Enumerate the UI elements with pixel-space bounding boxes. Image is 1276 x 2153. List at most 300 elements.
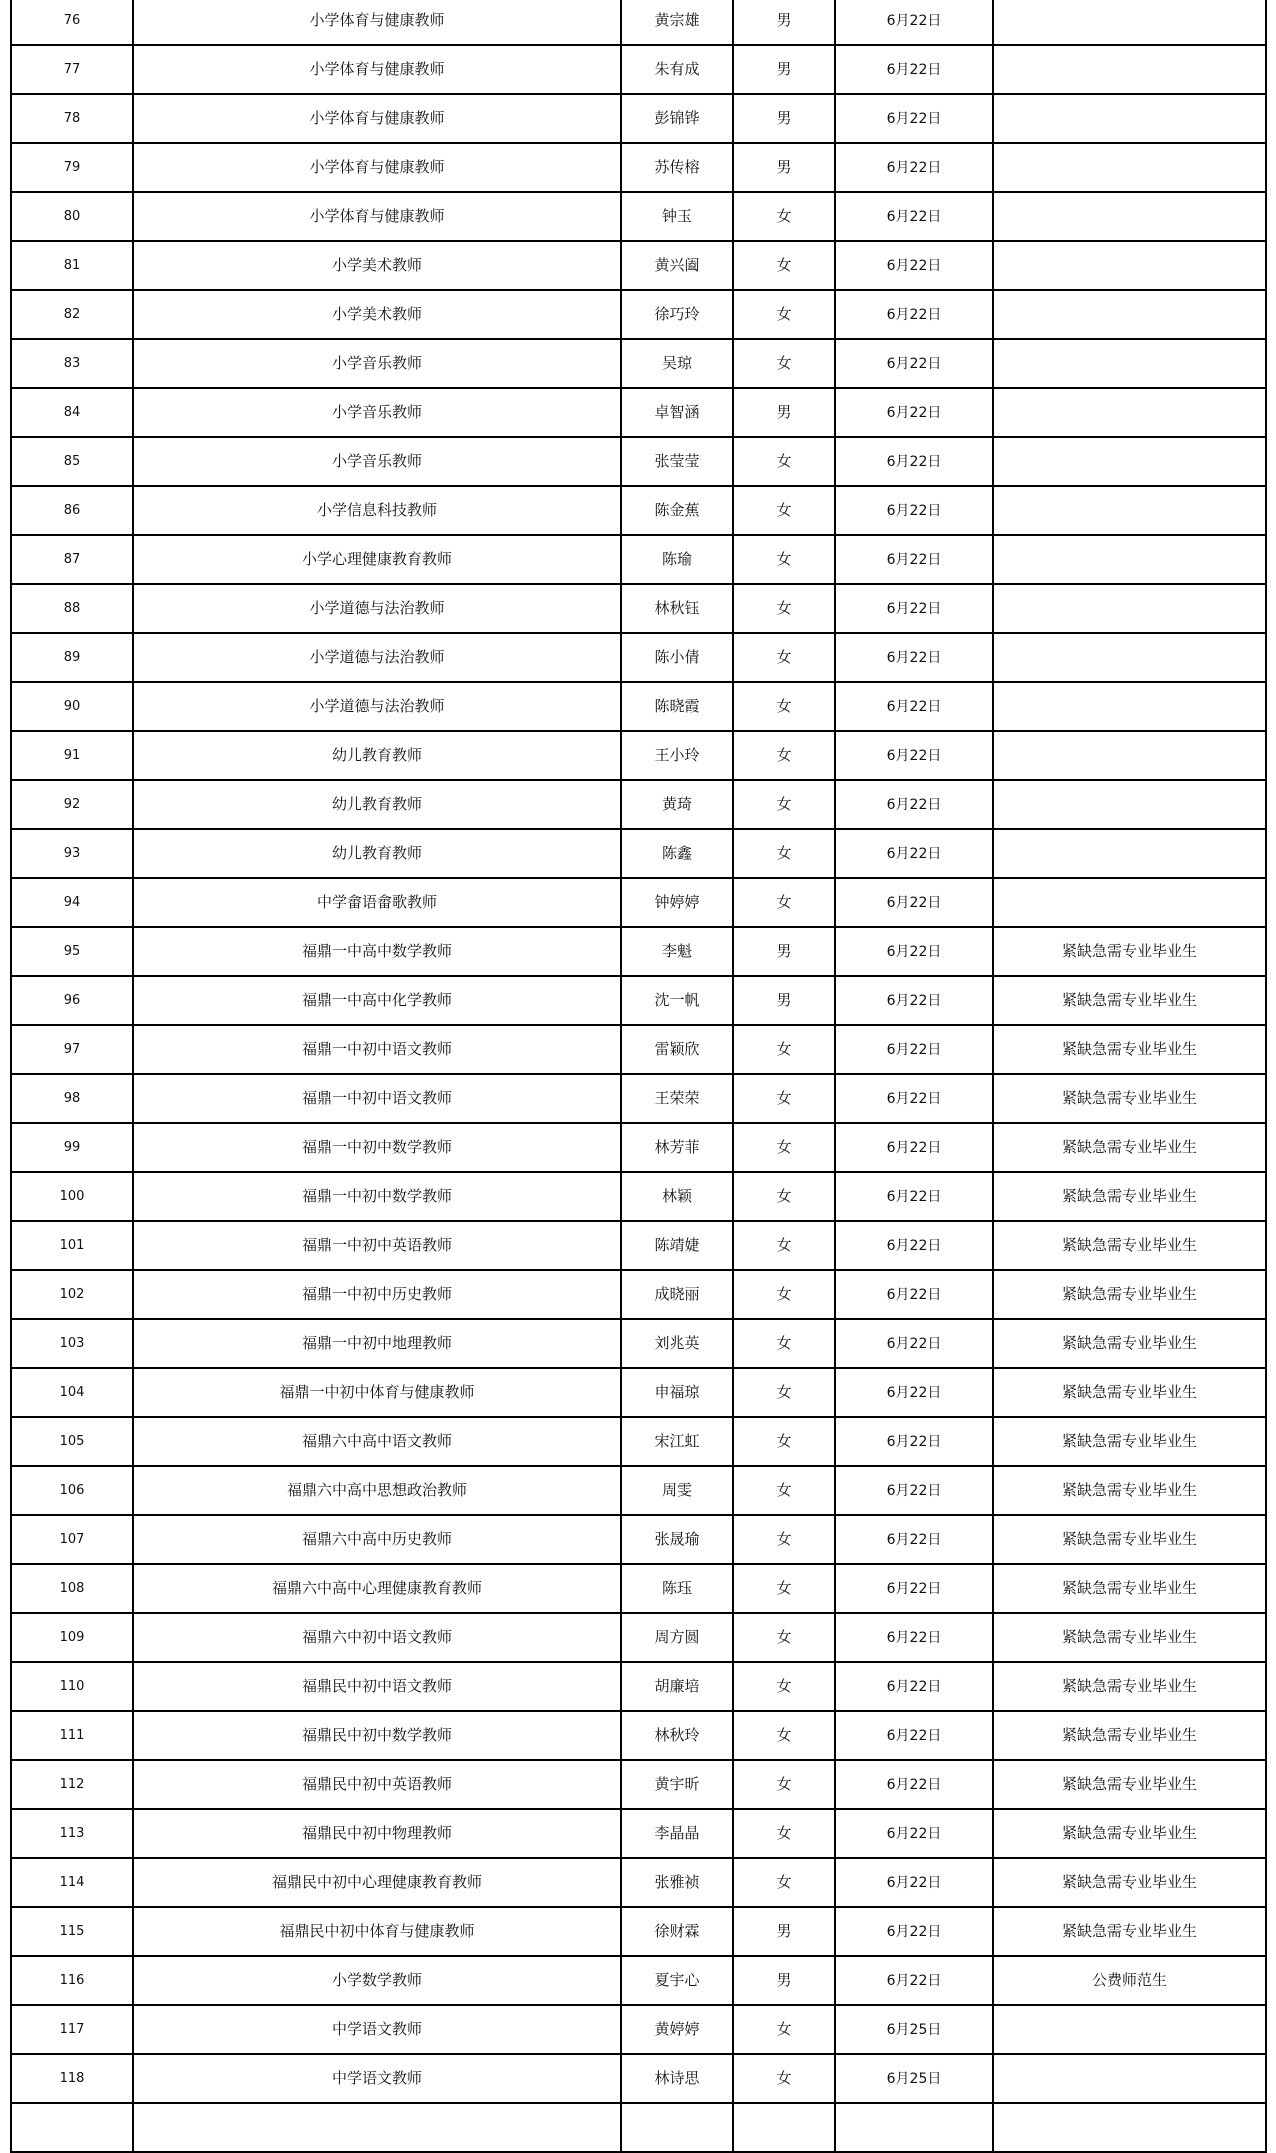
gender-cell: 男 bbox=[733, 0, 835, 45]
position-cell: 福鼎民中初中语文教师 bbox=[133, 1662, 621, 1711]
row-number-cell: 100 bbox=[11, 1172, 133, 1221]
remark-cell bbox=[993, 633, 1266, 682]
remark-cell: 紧缺急需专业毕业生 bbox=[993, 1711, 1266, 1760]
position-cell: 小学音乐教师 bbox=[133, 339, 621, 388]
remark-cell: 紧缺急需专业毕业生 bbox=[993, 1858, 1266, 1907]
date-cell: 6月22日 bbox=[835, 45, 993, 94]
date-cell: 6月22日 bbox=[835, 339, 993, 388]
gender-cell: 男 bbox=[733, 1907, 835, 1956]
position-cell: 福鼎六中高中历史教师 bbox=[133, 1515, 621, 1564]
name-cell: 陈瑜 bbox=[621, 535, 733, 584]
date-cell: 6月22日 bbox=[835, 290, 993, 339]
table-row bbox=[11, 1368, 1266, 1417]
date-cell: 6月22日 bbox=[835, 535, 993, 584]
remark-cell: 紧缺急需专业毕业生 bbox=[993, 1221, 1266, 1270]
row-number-cell: 110 bbox=[11, 1662, 133, 1711]
gender-cell: 女 bbox=[733, 486, 835, 535]
table-row bbox=[11, 192, 1266, 241]
name-cell: 夏宇心 bbox=[621, 1956, 733, 2005]
row-number-cell: 98 bbox=[11, 1074, 133, 1123]
remark-cell: 紧缺急需专业毕业生 bbox=[993, 927, 1266, 976]
position-cell: 福鼎民中初中体育与健康教师 bbox=[133, 1907, 621, 1956]
remark-cell: 紧缺急需专业毕业生 bbox=[993, 1172, 1266, 1221]
gender-cell: 男 bbox=[733, 1956, 835, 2005]
name-cell: 陈鑫 bbox=[621, 829, 733, 878]
name-cell: 林芳菲 bbox=[621, 1123, 733, 1172]
position-cell: 小学心理健康教育教师 bbox=[133, 535, 621, 584]
remark-cell bbox=[993, 339, 1266, 388]
position-cell: 幼儿教育教师 bbox=[133, 780, 621, 829]
row-number-cell: 83 bbox=[11, 339, 133, 388]
remark-cell bbox=[993, 829, 1266, 878]
table-row bbox=[11, 339, 1266, 388]
position-cell: 福鼎一中初中数学教师 bbox=[133, 1123, 621, 1172]
position-cell: 福鼎民中初中数学教师 bbox=[133, 1711, 621, 1760]
gender-cell: 女 bbox=[733, 241, 835, 290]
remark-cell bbox=[993, 241, 1266, 290]
name-cell: 卓智涵 bbox=[621, 388, 733, 437]
remark-cell bbox=[993, 192, 1266, 241]
name-cell: 林诗思 bbox=[621, 2054, 733, 2103]
row-number-cell: 88 bbox=[11, 584, 133, 633]
row-number-cell: 91 bbox=[11, 731, 133, 780]
table-row bbox=[11, 829, 1266, 878]
name-cell: 刘兆英 bbox=[621, 1319, 733, 1368]
row-number-cell: 86 bbox=[11, 486, 133, 535]
table-row bbox=[11, 1662, 1266, 1711]
date-cell: 6月22日 bbox=[835, 1858, 993, 1907]
gender-cell: 女 bbox=[733, 1417, 835, 1466]
position-cell: 福鼎六中高中语文教师 bbox=[133, 1417, 621, 1466]
name-cell: 成晓丽 bbox=[621, 1270, 733, 1319]
gender-cell: 女 bbox=[733, 437, 835, 486]
date-cell: 6月22日 bbox=[835, 1907, 993, 1956]
position-cell: 幼儿教育教师 bbox=[133, 731, 621, 780]
table-row bbox=[11, 241, 1266, 290]
position-cell: 福鼎六中高中思想政治教师 bbox=[133, 1466, 621, 1515]
table-row bbox=[11, 584, 1266, 633]
name-cell: 苏传榕 bbox=[621, 143, 733, 192]
position-cell: 小学体育与健康教师 bbox=[133, 45, 621, 94]
row-number-cell: 99 bbox=[11, 1123, 133, 1172]
row-number-cell: 79 bbox=[11, 143, 133, 192]
name-cell: 林秋钰 bbox=[621, 584, 733, 633]
name-cell: 徐财霖 bbox=[621, 1907, 733, 1956]
date-cell: 6月22日 bbox=[835, 143, 993, 192]
gender-cell: 女 bbox=[733, 339, 835, 388]
name-cell: 陈珏 bbox=[621, 1564, 733, 1613]
name-cell: 陈金蕉 bbox=[621, 486, 733, 535]
table-row bbox=[11, 1515, 1266, 1564]
name-cell: 沈一帆 bbox=[621, 976, 733, 1025]
remark-cell bbox=[993, 731, 1266, 780]
row-number-cell: 89 bbox=[11, 633, 133, 682]
row-number-cell: 77 bbox=[11, 45, 133, 94]
gender-cell: 女 bbox=[733, 2054, 835, 2103]
row-number-cell: 92 bbox=[11, 780, 133, 829]
gender-cell: 女 bbox=[733, 535, 835, 584]
date-cell: 6月22日 bbox=[835, 976, 993, 1025]
gender-cell: 女 bbox=[733, 1025, 835, 1074]
date-cell: 6月22日 bbox=[835, 1123, 993, 1172]
position-cell: 福鼎一中初中语文教师 bbox=[133, 1025, 621, 1074]
remark-cell: 紧缺急需专业毕业生 bbox=[993, 1613, 1266, 1662]
remark-cell: 紧缺急需专业毕业生 bbox=[993, 1074, 1266, 1123]
roster-table-body bbox=[11, 0, 1266, 2152]
row-number-cell: 107 bbox=[11, 1515, 133, 1564]
position-cell: 小学体育与健康教师 bbox=[133, 94, 621, 143]
remark-cell bbox=[993, 584, 1266, 633]
row-number-cell: 85 bbox=[11, 437, 133, 486]
row-number-cell: 101 bbox=[11, 1221, 133, 1270]
date-cell: 6月22日 bbox=[835, 1760, 993, 1809]
name-cell: 钟婷婷 bbox=[621, 878, 733, 927]
row-number-cell: 84 bbox=[11, 388, 133, 437]
date-cell: 6月22日 bbox=[835, 1172, 993, 1221]
name-cell: 朱有成 bbox=[621, 45, 733, 94]
position-cell: 小学美术教师 bbox=[133, 290, 621, 339]
remark-cell bbox=[993, 94, 1266, 143]
row-number-cell: 97 bbox=[11, 1025, 133, 1074]
date-cell: 6月22日 bbox=[835, 1466, 993, 1515]
name-cell: 胡廉培 bbox=[621, 1662, 733, 1711]
date-cell: 6月22日 bbox=[835, 780, 993, 829]
row-number-cell: 104 bbox=[11, 1368, 133, 1417]
position-cell: 福鼎一中初中数学教师 bbox=[133, 1172, 621, 1221]
table-row bbox=[11, 1025, 1266, 1074]
date-cell: 6月22日 bbox=[835, 1711, 993, 1760]
remark-cell bbox=[993, 535, 1266, 584]
remark-cell bbox=[993, 290, 1266, 339]
remark-cell bbox=[993, 486, 1266, 535]
name-cell bbox=[621, 2103, 733, 2152]
date-cell: 6月22日 bbox=[835, 388, 993, 437]
name-cell: 黄兴阖 bbox=[621, 241, 733, 290]
table-row bbox=[11, 2005, 1266, 2054]
gender-cell: 女 bbox=[733, 1711, 835, 1760]
date-cell: 6月22日 bbox=[835, 0, 993, 45]
table-row bbox=[11, 976, 1266, 1025]
position-cell: 中学畲语畲歌教师 bbox=[133, 878, 621, 927]
position-cell: 小学音乐教师 bbox=[133, 437, 621, 486]
date-cell: 6月22日 bbox=[835, 829, 993, 878]
position-cell: 福鼎一中初中英语教师 bbox=[133, 1221, 621, 1270]
gender-cell: 女 bbox=[733, 878, 835, 927]
date-cell: 6月22日 bbox=[835, 1613, 993, 1662]
gender-cell: 女 bbox=[733, 192, 835, 241]
table-row bbox=[11, 1221, 1266, 1270]
row-number-cell: 113 bbox=[11, 1809, 133, 1858]
table-row bbox=[11, 388, 1266, 437]
table-row bbox=[11, 1172, 1266, 1221]
table-row bbox=[11, 290, 1266, 339]
row-number-cell: 117 bbox=[11, 2005, 133, 2054]
gender-cell: 女 bbox=[733, 1074, 835, 1123]
gender-cell: 女 bbox=[733, 1809, 835, 1858]
table-row bbox=[11, 1466, 1266, 1515]
position-cell: 中学语文教师 bbox=[133, 2054, 621, 2103]
name-cell: 黄宗雄 bbox=[621, 0, 733, 45]
gender-cell: 女 bbox=[733, 1368, 835, 1417]
position-cell: 小学美术教师 bbox=[133, 241, 621, 290]
remark-cell: 紧缺急需专业毕业生 bbox=[993, 1466, 1266, 1515]
table-row bbox=[11, 927, 1266, 976]
remark-cell bbox=[993, 2005, 1266, 2054]
date-cell: 6月22日 bbox=[835, 1564, 993, 1613]
remark-cell: 紧缺急需专业毕业生 bbox=[993, 1907, 1266, 1956]
position-cell: 小学道德与法治教师 bbox=[133, 682, 621, 731]
date-cell: 6月22日 bbox=[835, 192, 993, 241]
table-row bbox=[11, 682, 1266, 731]
row-number-cell: 108 bbox=[11, 1564, 133, 1613]
remark-cell: 紧缺急需专业毕业生 bbox=[993, 1515, 1266, 1564]
table-row bbox=[11, 486, 1266, 535]
name-cell: 雷颖欣 bbox=[621, 1025, 733, 1074]
remark-cell bbox=[993, 682, 1266, 731]
name-cell: 黄婷婷 bbox=[621, 2005, 733, 2054]
remark-cell: 紧缺急需专业毕业生 bbox=[993, 1564, 1266, 1613]
name-cell: 李晶晶 bbox=[621, 1809, 733, 1858]
remark-cell: 公费师范生 bbox=[993, 1956, 1266, 2005]
name-cell: 吴琼 bbox=[621, 339, 733, 388]
position-cell: 福鼎民中初中心理健康教育教师 bbox=[133, 1858, 621, 1907]
row-number-cell: 105 bbox=[11, 1417, 133, 1466]
row-number-cell: 111 bbox=[11, 1711, 133, 1760]
date-cell: 6月25日 bbox=[835, 2005, 993, 2054]
gender-cell: 女 bbox=[733, 1221, 835, 1270]
gender-cell: 女 bbox=[733, 1760, 835, 1809]
row-number-cell: 80 bbox=[11, 192, 133, 241]
position-cell: 福鼎六中初中语文教师 bbox=[133, 1613, 621, 1662]
name-cell: 周雯 bbox=[621, 1466, 733, 1515]
name-cell: 申福琼 bbox=[621, 1368, 733, 1417]
date-cell: 6月22日 bbox=[835, 94, 993, 143]
name-cell: 王荣荣 bbox=[621, 1074, 733, 1123]
name-cell: 黄宇昕 bbox=[621, 1760, 733, 1809]
gender-cell: 男 bbox=[733, 388, 835, 437]
name-cell: 王小玲 bbox=[621, 731, 733, 780]
table-row bbox=[11, 0, 1266, 45]
date-cell: 6月22日 bbox=[835, 1956, 993, 2005]
gender-cell: 女 bbox=[733, 290, 835, 339]
table-row bbox=[11, 1074, 1266, 1123]
row-number-cell: 87 bbox=[11, 535, 133, 584]
position-cell: 福鼎一中初中体育与健康教师 bbox=[133, 1368, 621, 1417]
date-cell: 6月22日 bbox=[835, 1417, 993, 1466]
remark-cell bbox=[993, 388, 1266, 437]
position-cell: 小学信息科技教师 bbox=[133, 486, 621, 535]
table-row bbox=[11, 1809, 1266, 1858]
gender-cell: 女 bbox=[733, 1515, 835, 1564]
row-number-cell: 106 bbox=[11, 1466, 133, 1515]
date-cell: 6月25日 bbox=[835, 2054, 993, 2103]
gender-cell: 女 bbox=[733, 1123, 835, 1172]
row-number-cell: 115 bbox=[11, 1907, 133, 1956]
table-row bbox=[11, 45, 1266, 94]
table-row bbox=[11, 1319, 1266, 1368]
remark-cell bbox=[993, 2103, 1266, 2152]
row-number-cell: 112 bbox=[11, 1760, 133, 1809]
date-cell: 6月22日 bbox=[835, 1515, 993, 1564]
table-row bbox=[11, 2103, 1266, 2152]
gender-cell: 女 bbox=[733, 780, 835, 829]
position-cell: 小学道德与法治教师 bbox=[133, 633, 621, 682]
row-number-cell: 94 bbox=[11, 878, 133, 927]
name-cell: 林秋玲 bbox=[621, 1711, 733, 1760]
table-row bbox=[11, 1711, 1266, 1760]
date-cell: 6月22日 bbox=[835, 1025, 993, 1074]
gender-cell: 男 bbox=[733, 45, 835, 94]
gender-cell: 女 bbox=[733, 1319, 835, 1368]
date-cell: 6月22日 bbox=[835, 682, 993, 731]
roster-table bbox=[10, 0, 1267, 2153]
row-number-cell: 93 bbox=[11, 829, 133, 878]
gender-cell: 女 bbox=[733, 1662, 835, 1711]
gender-cell: 女 bbox=[733, 1270, 835, 1319]
position-cell: 小学体育与健康教师 bbox=[133, 143, 621, 192]
remark-cell bbox=[993, 143, 1266, 192]
row-number-cell bbox=[11, 2103, 133, 2152]
date-cell: 6月22日 bbox=[835, 1221, 993, 1270]
row-number-cell: 96 bbox=[11, 976, 133, 1025]
remark-cell: 紧缺急需专业毕业生 bbox=[993, 1123, 1266, 1172]
position-cell: 福鼎一中高中化学教师 bbox=[133, 976, 621, 1025]
name-cell: 彭锦铧 bbox=[621, 94, 733, 143]
table-row bbox=[11, 437, 1266, 486]
row-number-cell: 78 bbox=[11, 94, 133, 143]
table-row bbox=[11, 1417, 1266, 1466]
position-cell bbox=[133, 2103, 621, 2152]
position-cell: 中学语文教师 bbox=[133, 2005, 621, 2054]
name-cell: 徐巧玲 bbox=[621, 290, 733, 339]
gender-cell: 女 bbox=[733, 1858, 835, 1907]
date-cell: 6月22日 bbox=[835, 1809, 993, 1858]
table-row bbox=[11, 780, 1266, 829]
name-cell: 陈小倩 bbox=[621, 633, 733, 682]
remark-cell: 紧缺急需专业毕业生 bbox=[993, 1368, 1266, 1417]
name-cell: 钟玉 bbox=[621, 192, 733, 241]
table-row bbox=[11, 1907, 1266, 1956]
remark-cell bbox=[993, 878, 1266, 927]
date-cell: 6月22日 bbox=[835, 1662, 993, 1711]
name-cell: 张莹莹 bbox=[621, 437, 733, 486]
remark-cell: 紧缺急需专业毕业生 bbox=[993, 1319, 1266, 1368]
name-cell: 李魁 bbox=[621, 927, 733, 976]
row-number-cell: 102 bbox=[11, 1270, 133, 1319]
gender-cell: 女 bbox=[733, 731, 835, 780]
name-cell: 陈晓霞 bbox=[621, 682, 733, 731]
date-cell: 6月22日 bbox=[835, 1270, 993, 1319]
date-cell: 6月22日 bbox=[835, 241, 993, 290]
row-number-cell: 90 bbox=[11, 682, 133, 731]
position-cell: 小学体育与健康教师 bbox=[133, 192, 621, 241]
date-cell: 6月22日 bbox=[835, 437, 993, 486]
table-row bbox=[11, 633, 1266, 682]
date-cell: 6月22日 bbox=[835, 1319, 993, 1368]
gender-cell: 女 bbox=[733, 1466, 835, 1515]
remark-cell: 紧缺急需专业毕业生 bbox=[993, 1809, 1266, 1858]
table-row bbox=[11, 535, 1266, 584]
table-row bbox=[11, 1858, 1266, 1907]
name-cell: 周方圆 bbox=[621, 1613, 733, 1662]
row-number-cell: 103 bbox=[11, 1319, 133, 1368]
position-cell: 幼儿教育教师 bbox=[133, 829, 621, 878]
gender-cell: 女 bbox=[733, 584, 835, 633]
row-number-cell: 118 bbox=[11, 2054, 133, 2103]
gender-cell: 女 bbox=[733, 1564, 835, 1613]
position-cell: 福鼎民中初中物理教师 bbox=[133, 1809, 621, 1858]
date-cell: 6月22日 bbox=[835, 633, 993, 682]
row-number-cell: 95 bbox=[11, 927, 133, 976]
gender-cell: 女 bbox=[733, 633, 835, 682]
name-cell: 张晟瑜 bbox=[621, 1515, 733, 1564]
table-row bbox=[11, 1613, 1266, 1662]
position-cell: 福鼎六中高中心理健康教育教师 bbox=[133, 1564, 621, 1613]
table-row bbox=[11, 94, 1266, 143]
date-cell: 6月22日 bbox=[835, 1074, 993, 1123]
gender-cell: 男 bbox=[733, 927, 835, 976]
date-cell: 6月22日 bbox=[835, 584, 993, 633]
remark-cell bbox=[993, 437, 1266, 486]
date-cell bbox=[835, 2103, 993, 2152]
position-cell: 小学道德与法治教师 bbox=[133, 584, 621, 633]
table-row bbox=[11, 1760, 1266, 1809]
gender-cell: 女 bbox=[733, 2005, 835, 2054]
table-row bbox=[11, 731, 1266, 780]
name-cell: 黄琦 bbox=[621, 780, 733, 829]
remark-cell bbox=[993, 0, 1266, 45]
remark-cell: 紧缺急需专业毕业生 bbox=[993, 976, 1266, 1025]
remark-cell bbox=[993, 780, 1266, 829]
position-cell: 福鼎民中初中英语教师 bbox=[133, 1760, 621, 1809]
position-cell: 福鼎一中初中历史教师 bbox=[133, 1270, 621, 1319]
gender-cell: 女 bbox=[733, 682, 835, 731]
row-number-cell: 116 bbox=[11, 1956, 133, 2005]
name-cell: 林颖 bbox=[621, 1172, 733, 1221]
gender-cell: 女 bbox=[733, 1613, 835, 1662]
date-cell: 6月22日 bbox=[835, 1368, 993, 1417]
remark-cell bbox=[993, 45, 1266, 94]
table-row bbox=[11, 1270, 1266, 1319]
remark-cell: 紧缺急需专业毕业生 bbox=[993, 1760, 1266, 1809]
gender-cell: 女 bbox=[733, 829, 835, 878]
row-number-cell: 82 bbox=[11, 290, 133, 339]
position-cell: 福鼎一中初中语文教师 bbox=[133, 1074, 621, 1123]
name-cell: 张雅祯 bbox=[621, 1858, 733, 1907]
table-row bbox=[11, 1564, 1266, 1613]
name-cell: 宋江虹 bbox=[621, 1417, 733, 1466]
remark-cell: 紧缺急需专业毕业生 bbox=[993, 1662, 1266, 1711]
remark-cell: 紧缺急需专业毕业生 bbox=[993, 1417, 1266, 1466]
row-number-cell: 76 bbox=[11, 0, 133, 45]
table-row bbox=[11, 143, 1266, 192]
name-cell: 陈靖婕 bbox=[621, 1221, 733, 1270]
gender-cell: 男 bbox=[733, 976, 835, 1025]
gender-cell: 女 bbox=[733, 1172, 835, 1221]
gender-cell: 男 bbox=[733, 143, 835, 192]
position-cell: 福鼎一中初中地理教师 bbox=[133, 1319, 621, 1368]
date-cell: 6月22日 bbox=[835, 731, 993, 780]
row-number-cell: 81 bbox=[11, 241, 133, 290]
remark-cell: 紧缺急需专业毕业生 bbox=[993, 1270, 1266, 1319]
row-number-cell: 114 bbox=[11, 1858, 133, 1907]
gender-cell bbox=[733, 2103, 835, 2152]
remark-cell: 紧缺急需专业毕业生 bbox=[993, 1025, 1266, 1074]
table-row bbox=[11, 1123, 1266, 1172]
position-cell: 福鼎一中高中数学教师 bbox=[133, 927, 621, 976]
position-cell: 小学数学教师 bbox=[133, 1956, 621, 2005]
date-cell: 6月22日 bbox=[835, 878, 993, 927]
